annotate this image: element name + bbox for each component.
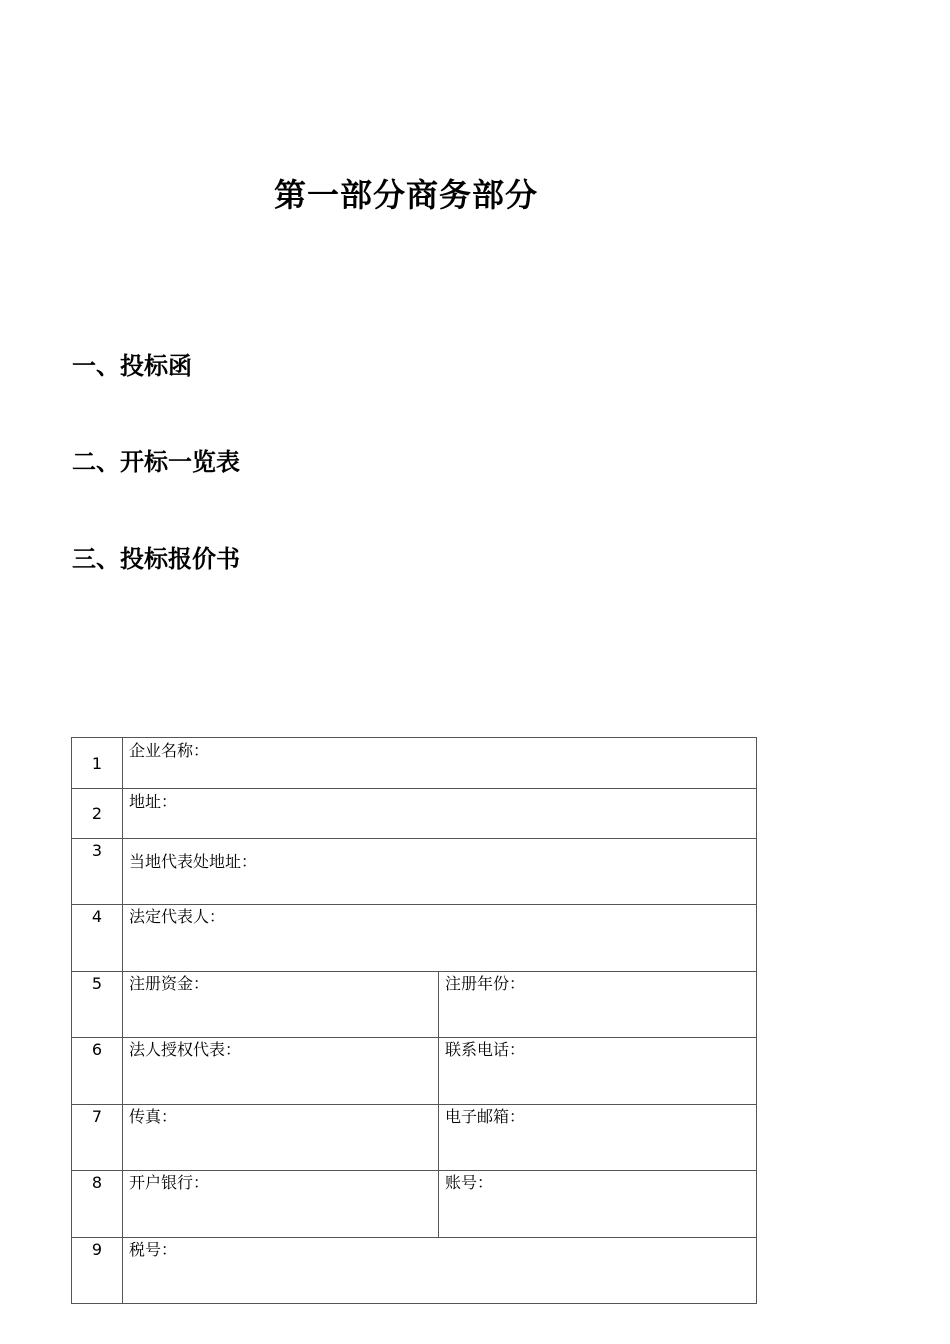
table-row: [72, 1238, 757, 1304]
row-number: [72, 972, 123, 1038]
bank-field: [123, 1171, 439, 1238]
row-number: [72, 1038, 123, 1105]
row-number: [72, 789, 123, 839]
field-label: 传真：: [129, 1107, 178, 1126]
account-number-field: [439, 1171, 757, 1238]
row-number: [72, 1238, 123, 1304]
row-number-text: 5: [91, 974, 103, 993]
company-info-table: [71, 737, 757, 1304]
field-label: 联系电话：: [445, 1040, 526, 1059]
row-number-text: 6: [91, 1040, 103, 1059]
row-number-text: 9: [91, 1240, 103, 1259]
row-number-text: 7: [91, 1107, 103, 1126]
address-field: [123, 789, 757, 839]
fax-field: [123, 1105, 439, 1171]
section-heading-opening-summary: 二、开标一览表: [72, 448, 240, 476]
row-number: [72, 738, 123, 789]
row-number-text: 3: [91, 841, 103, 860]
table-row: [72, 972, 757, 1038]
section-heading-bid-letter: 一、投标函: [72, 352, 192, 380]
field-label: 电子邮箱：: [445, 1107, 526, 1126]
field-label: 账号：: [445, 1173, 494, 1192]
registration-year-field: [439, 972, 757, 1038]
field-label: 开户银行：: [129, 1173, 210, 1192]
registered-capital-field: [123, 972, 439, 1038]
tax-number-field: [123, 1238, 757, 1304]
local-office-address-field: [123, 839, 757, 905]
field-label: 税号：: [129, 1240, 178, 1259]
row-number: [72, 839, 123, 905]
table-row: [72, 1038, 757, 1105]
table-row: [72, 1105, 757, 1171]
field-label: 法定代表人：: [129, 907, 226, 926]
phone-field: [439, 1038, 757, 1105]
table-row: [72, 1171, 757, 1238]
row-number-text: 8: [91, 1173, 103, 1192]
row-number-text: 1: [91, 754, 103, 773]
field-label: 企业名称：: [129, 741, 210, 760]
row-number: [72, 905, 123, 972]
table-row: [72, 839, 757, 905]
field-label: 法人授权代表：: [129, 1040, 242, 1059]
table-row: [72, 905, 757, 972]
row-number-text: 4: [91, 907, 103, 926]
page-title: 第一部分商务部分: [274, 176, 539, 214]
field-label: 地址：: [129, 792, 178, 811]
table-row: [72, 738, 757, 789]
row-number-text: 2: [91, 804, 103, 823]
email-field: [439, 1105, 757, 1171]
field-label: 注册资金：: [129, 974, 210, 993]
row-number: [72, 1171, 123, 1238]
table-row: [72, 789, 757, 839]
field-label: 当地代表处地址：: [129, 852, 258, 871]
legal-representative-field: [123, 905, 757, 972]
section-heading-quotation: 三、投标报价书: [72, 545, 240, 573]
field-label: 注册年份：: [445, 974, 526, 993]
company-name-field: [123, 738, 757, 789]
authorized-representative-field: [123, 1038, 439, 1105]
row-number: [72, 1105, 123, 1171]
